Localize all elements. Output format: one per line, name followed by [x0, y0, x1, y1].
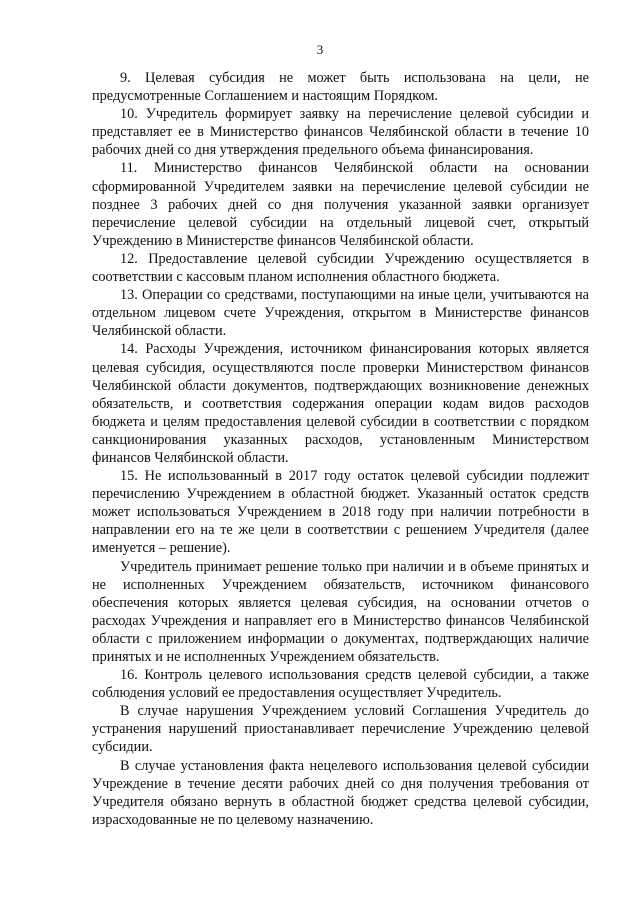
paragraph-item-13: 13. Операции со средствами, поступающими на иные цели, учитываются на отдельном лицевом счете Учреждения, открытом в Министерстве финансов Челябинской области. — [92, 287, 589, 340]
document-body — [92, 69, 589, 829]
paragraph-item-15: 15. Не использованный в 2017 году остаток целевой субсидии подлежит перечислению Учреждением в областной бюджет. Указанный остаток средств может использоваться Учреждением в 2018 году при наличии потребности в направлении его на те же цели в соответствии с решением Учредителя (далее именуется – решение). — [92, 468, 589, 557]
paragraph-violation: В случае нарушения Учреждением условий Соглашения Учредитель до устранения нарушений приостанавливает перечисление Учреждению целевой субсидии. — [92, 703, 589, 756]
paragraph-decision-conditions: Учредитель принимает решение только при наличии и в объеме принятых и не исполненных Учреждением обязательств, источником финансового обеспечения которых является целевая субсидия, на основании отчетов о расходах Учреждения и направляет его в Министерство финансов Челябинской области с приложением информации о документах, подтверждающих наличие принятых и не исполненных Учреждением обязательств. — [92, 558, 589, 665]
paragraph-item-16: 16. Контроль целевого использования средств целевой субсидии, а также соблюдения условий ее предоставления осуществляет Учредитель. — [92, 667, 589, 702]
paragraph-item-11: 11. Министерство финансов Челябинской области на основании сформированной Учредителем заявки на перечисление целевой субсидии не позднее 3 рабочих дней со дня получения указанной заявки организует перечисление целевой субсидии на отдельный лицевой счет, открытый Учреждению в Министерстве финансов Челябинской области. — [92, 160, 589, 249]
paragraph-item-9: 9. Целевая субсидия не может быть использована на цели, не предусмотренные Соглашением и настоящим Порядком. — [92, 70, 589, 105]
paragraph-item-14: 14. Расходы Учреждения, источником финансирования которых является целевая субсидия, осуществляются после проверки Министерством финансов Челябинской области документов, подтверждающих возникновение денежных обязательств, и соответствия содержания операции кодам видов расходов бюджета и целям предоставления целевой субсидии в соответствии с порядком санкционирования указанных расходов, установленным Министерством финансов Челябинской области. — [92, 341, 589, 466]
paragraph-item-10: 10. Учредитель формирует заявку на перечисление целевой субсидии и представляет ее в Министерство финансов Челябинской области в течение 10 рабочих дней со дня утверждения предельного объема финансирования. — [92, 106, 589, 159]
paragraph-misuse-return: В случае установления факта нецелевого использования целевой субсидии Учреждение в течение десяти рабочих дней со дня получения требования от Учредителя обязано вернуть в областной бюджет средства целевой субсидии, израсходованные не по целевому назначению. — [92, 757, 589, 828]
paragraph-item-12: 12. Предоставление целевой субсидии Учреждению осуществляется в соответствии с кассовым планом исполнения областного бюджета. — [92, 250, 589, 286]
page-number: 3 — [316, 42, 324, 57]
